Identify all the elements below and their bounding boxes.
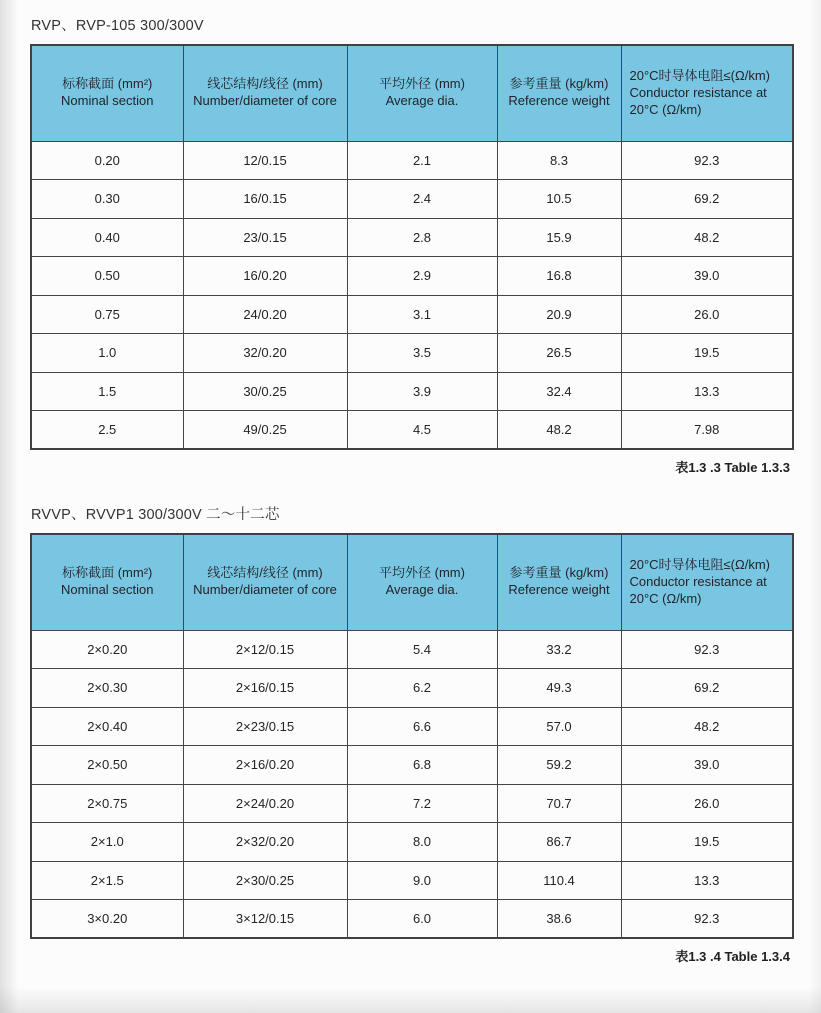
table-cell: 5.4 bbox=[347, 630, 497, 669]
table-cell: 3×12/0.15 bbox=[183, 900, 347, 939]
table-cell: 26.5 bbox=[497, 334, 621, 373]
table-cell: 92.3 bbox=[621, 900, 793, 939]
table-cell: 8.0 bbox=[347, 823, 497, 862]
table-cell: 26.0 bbox=[621, 295, 793, 334]
table-row bbox=[31, 295, 793, 334]
table-cell: 70.7 bbox=[497, 784, 621, 823]
table-cell: 2×16/0.20 bbox=[183, 746, 347, 785]
table-cell: 3.9 bbox=[347, 372, 497, 411]
column-header-zh: 平均外径 (mm) bbox=[379, 76, 465, 92]
table-cell: 3×0.20 bbox=[31, 900, 183, 939]
table-row bbox=[31, 784, 793, 823]
column-header-zh: 线芯结构/线径 (mm) bbox=[207, 565, 323, 581]
column-header bbox=[621, 45, 793, 141]
section-rvvp bbox=[30, 503, 821, 965]
table-row bbox=[31, 746, 793, 785]
table-body bbox=[31, 630, 793, 938]
table-cell: 39.0 bbox=[621, 746, 793, 785]
table-row bbox=[31, 900, 793, 939]
table-cell: 1.5 bbox=[31, 372, 183, 411]
table-cell: 4.5 bbox=[347, 411, 497, 450]
column-header bbox=[31, 45, 183, 141]
table-cell: 10.5 bbox=[497, 180, 621, 219]
column-header-zh: 平均外径 (mm) bbox=[379, 565, 465, 581]
table-cell: 49.3 bbox=[497, 669, 621, 708]
table-cell: 2×16/0.15 bbox=[183, 669, 347, 708]
table-cell: 92.3 bbox=[621, 141, 793, 180]
rvp-spec-table bbox=[30, 44, 794, 450]
column-header-en: Number/diameter of core bbox=[193, 582, 337, 598]
table-cell: 57.0 bbox=[497, 707, 621, 746]
table-cell: 48.2 bbox=[621, 218, 793, 257]
table-header bbox=[31, 534, 793, 630]
table-cell: 24/0.20 bbox=[183, 295, 347, 334]
table-cell: 2×0.75 bbox=[31, 784, 183, 823]
table-cell: 13.3 bbox=[621, 372, 793, 411]
section-title: RVVP、RVVP1 300/300V 二～十二芯 bbox=[31, 507, 280, 523]
table-row bbox=[31, 334, 793, 373]
table-cell: 48.2 bbox=[621, 707, 793, 746]
rvvp-spec-table bbox=[30, 533, 794, 939]
column-header bbox=[347, 534, 497, 630]
column-header-zh: 标称截面 (mm²) bbox=[62, 565, 153, 581]
table-cell: 15.9 bbox=[497, 218, 621, 257]
table-cell: 30/0.25 bbox=[183, 372, 347, 411]
column-header bbox=[31, 534, 183, 630]
column-header-en: Reference weight bbox=[508, 93, 610, 109]
table-row bbox=[31, 372, 793, 411]
table-cell: 2.9 bbox=[347, 257, 497, 296]
table-row bbox=[31, 823, 793, 862]
table-row bbox=[31, 630, 793, 669]
table-row bbox=[31, 180, 793, 219]
table-row bbox=[31, 669, 793, 708]
column-header bbox=[183, 534, 347, 630]
table-caption: 表1.3 .4 Table 1.3.4 bbox=[675, 949, 790, 964]
column-header bbox=[497, 45, 621, 141]
table-cell: 2×24/0.20 bbox=[183, 784, 347, 823]
table-cell: 19.5 bbox=[621, 823, 793, 862]
table-row bbox=[31, 707, 793, 746]
table-cell: 3.5 bbox=[347, 334, 497, 373]
table-row bbox=[31, 141, 793, 180]
table-caption: 表1.3 .3 Table 1.3.3 bbox=[675, 460, 790, 475]
table-row bbox=[31, 257, 793, 296]
table-cell: 86.7 bbox=[497, 823, 621, 862]
column-header-zh: 参考重量 (kg/km) bbox=[509, 565, 609, 581]
table-cell: 6.0 bbox=[347, 900, 497, 939]
table-cell: 16.8 bbox=[497, 257, 621, 296]
table-cell: 6.6 bbox=[347, 707, 497, 746]
table-cell: 9.0 bbox=[347, 861, 497, 900]
table-cell: 92.3 bbox=[621, 630, 793, 669]
column-header bbox=[347, 45, 497, 141]
table-cell: 2×0.50 bbox=[31, 746, 183, 785]
table-row bbox=[31, 861, 793, 900]
table-cell: 13.3 bbox=[621, 861, 793, 900]
table-cell: 0.40 bbox=[31, 218, 183, 257]
table-header bbox=[31, 45, 793, 141]
column-header-en: Average dia. bbox=[385, 93, 459, 109]
column-header-zh: 参考重量 (kg/km) bbox=[509, 76, 609, 92]
table-row bbox=[31, 411, 793, 450]
table-row bbox=[31, 218, 793, 257]
table-cell: 16/0.15 bbox=[183, 180, 347, 219]
column-header bbox=[497, 534, 621, 630]
table-cell: 110.4 bbox=[497, 861, 621, 900]
table-cell: 7.98 bbox=[621, 411, 793, 450]
table-cell: 48.2 bbox=[497, 411, 621, 450]
column-header-en: Conductor resistance at 20°C (Ω/km) bbox=[629, 573, 767, 606]
table-cell: 12/0.15 bbox=[183, 141, 347, 180]
table-cell: 2×0.40 bbox=[31, 707, 183, 746]
table-cell: 2×0.20 bbox=[31, 630, 183, 669]
table-cell: 2×23/0.15 bbox=[183, 707, 347, 746]
table-cell: 2×1.0 bbox=[31, 823, 183, 862]
column-header bbox=[621, 534, 793, 630]
table-cell: 33.2 bbox=[497, 630, 621, 669]
table-cell: 49/0.25 bbox=[183, 411, 347, 450]
table-cell: 0.50 bbox=[31, 257, 183, 296]
column-header-en: Nominal section bbox=[61, 582, 154, 598]
column-header-en: Nominal section bbox=[61, 93, 154, 109]
section-title: RVP、RVP-105 300/300V bbox=[31, 18, 204, 34]
column-header-en: Reference weight bbox=[508, 582, 610, 598]
table-cell: 1.0 bbox=[31, 334, 183, 373]
table-cell: 2×0.30 bbox=[31, 669, 183, 708]
column-header-zh: 20°C时导体电阻≤(Ω/km) bbox=[629, 67, 770, 83]
table-cell: 7.2 bbox=[347, 784, 497, 823]
table-cell: 3.1 bbox=[347, 295, 497, 334]
table-cell: 2.5 bbox=[31, 411, 183, 450]
table-cell: 6.2 bbox=[347, 669, 497, 708]
table-cell: 20.9 bbox=[497, 295, 621, 334]
table-cell: 6.8 bbox=[347, 746, 497, 785]
column-header-zh: 标称截面 (mm²) bbox=[62, 76, 153, 92]
table-cell: 26.0 bbox=[621, 784, 793, 823]
table-cell: 39.0 bbox=[621, 257, 793, 296]
table-cell: 8.3 bbox=[497, 141, 621, 180]
table-cell: 2.4 bbox=[347, 180, 497, 219]
section-rvp bbox=[30, 14, 821, 476]
table-cell: 69.2 bbox=[621, 669, 793, 708]
column-header-en: Average dia. bbox=[385, 582, 459, 598]
table-cell: 2×1.5 bbox=[31, 861, 183, 900]
table-cell: 0.75 bbox=[31, 295, 183, 334]
table-cell: 0.30 bbox=[31, 180, 183, 219]
table-cell: 59.2 bbox=[497, 746, 621, 785]
table-cell: 2.8 bbox=[347, 218, 497, 257]
table-cell: 32.4 bbox=[497, 372, 621, 411]
column-header-zh: 20°C时导体电阻≤(Ω/km) bbox=[629, 556, 770, 572]
table-cell: 38.6 bbox=[497, 900, 621, 939]
table-cell: 23/0.15 bbox=[183, 218, 347, 257]
column-header bbox=[183, 45, 347, 141]
table-cell: 2×32/0.20 bbox=[183, 823, 347, 862]
column-header-en: Conductor resistance at 20°C (Ω/km) bbox=[629, 84, 767, 117]
table-cell: 69.2 bbox=[621, 180, 793, 219]
table-cell: 2×12/0.15 bbox=[183, 630, 347, 669]
column-header-zh: 线芯结构/线径 (mm) bbox=[207, 76, 323, 92]
table-cell: 2.1 bbox=[347, 141, 497, 180]
table-cell: 19.5 bbox=[621, 334, 793, 373]
table-cell: 2×30/0.25 bbox=[183, 861, 347, 900]
table-cell: 16/0.20 bbox=[183, 257, 347, 296]
table-body bbox=[31, 141, 793, 449]
table-cell: 32/0.20 bbox=[183, 334, 347, 373]
table-cell: 0.20 bbox=[31, 141, 183, 180]
column-header-en: Number/diameter of core bbox=[193, 93, 337, 109]
